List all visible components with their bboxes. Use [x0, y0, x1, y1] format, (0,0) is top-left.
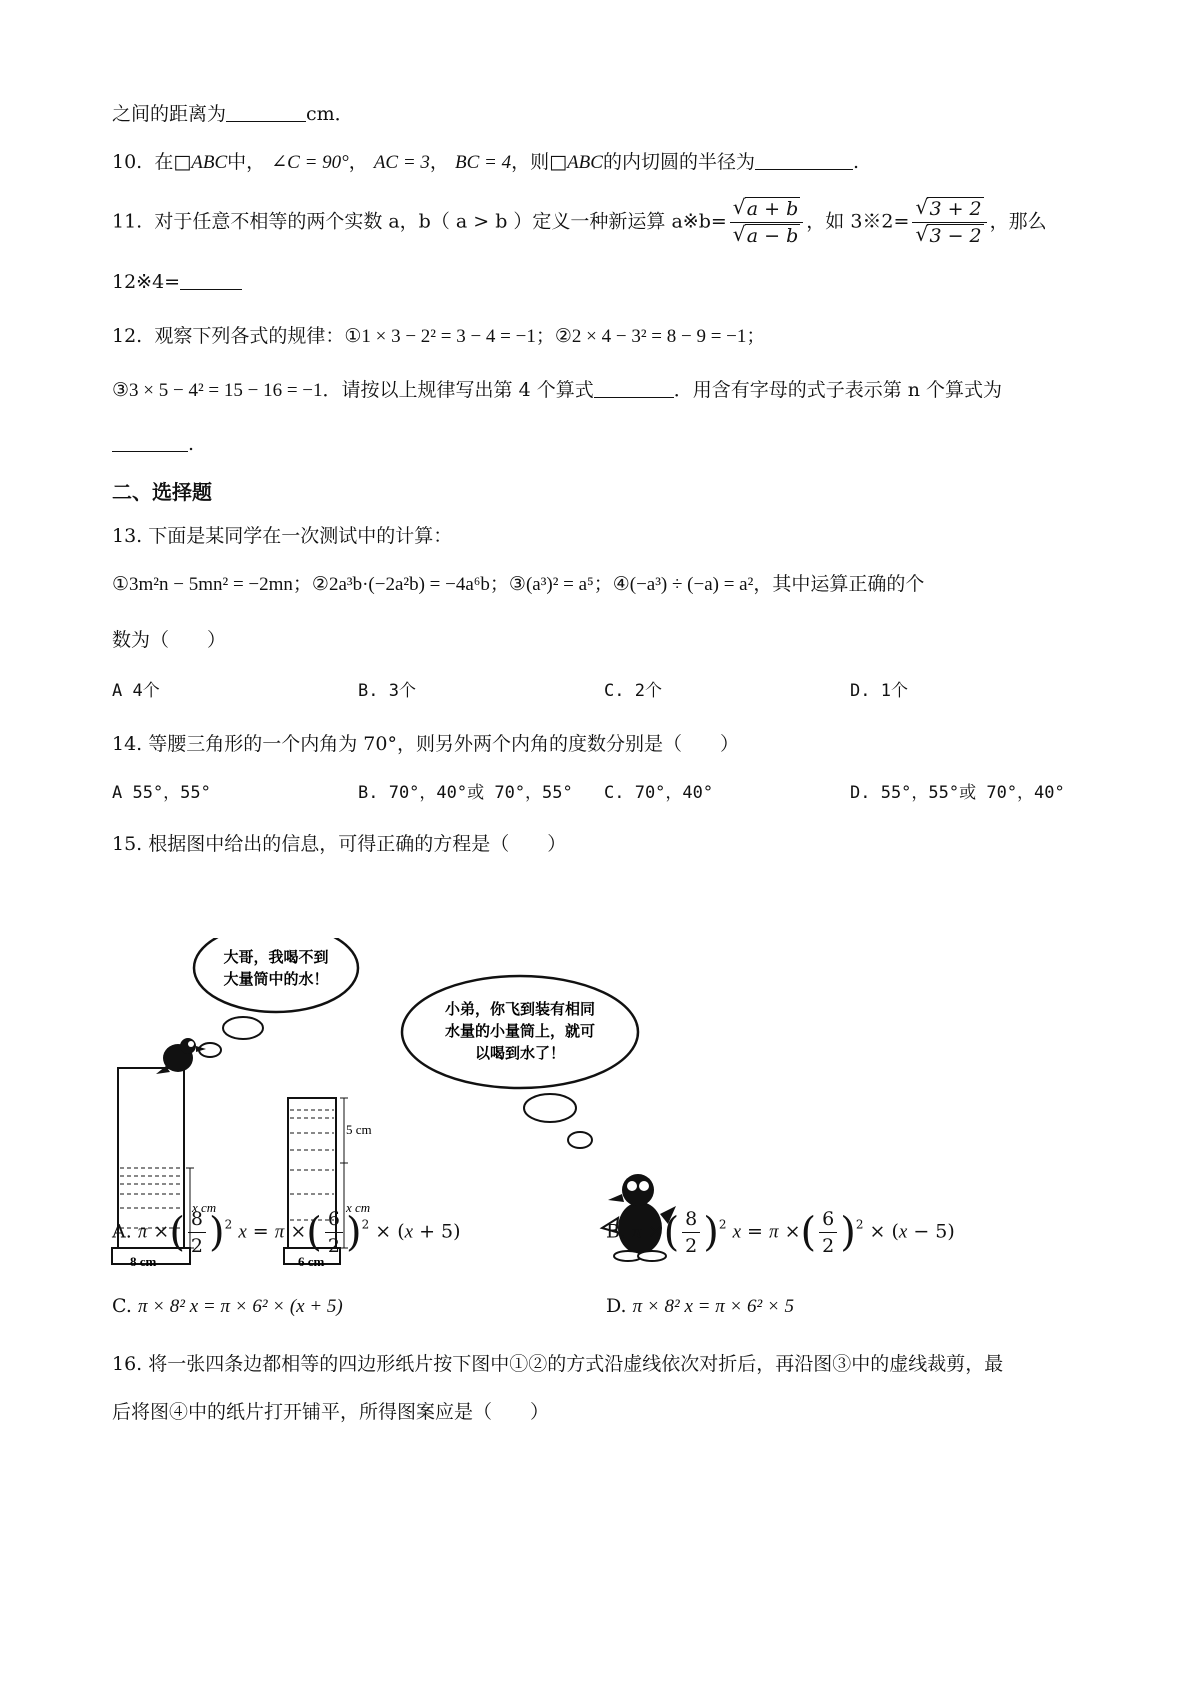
bubble2-line2: 水量的小量筒上，就可 — [444, 1022, 596, 1040]
question-14: 14. 等腰三角形的一个内角为 70°，则另外两个内角的度数分别是（ ） — [112, 733, 739, 755]
option-a[interactable]: A 4个 — [112, 681, 160, 701]
bubble2-line3: 以喝到水了！ — [474, 1044, 566, 1062]
question-16-line2: 后将图④中的纸片打开铺平，所得图案应是（ ） — [112, 1401, 550, 1423]
definition-fraction: √ a + b √ a − b — [730, 196, 804, 249]
option-b[interactable]: B. 70°，40°或 70°，55° — [358, 783, 573, 803]
label-x-left: x cm — [192, 1200, 217, 1215]
question-12-line3: . — [112, 430, 194, 458]
answer-blank[interactable] — [180, 271, 242, 290]
option-c[interactable]: C. 2个 — [604, 681, 662, 701]
question-10: 10. 在□ABC中， ∠C = 90°， AC = 3， BC = 4，则□ABC的内切圆的半径为 . — [112, 151, 860, 173]
bubble2-line1: 小弟，你飞到装有相同 — [444, 1000, 596, 1018]
q15-option-d[interactable]: D. π × 8² x = π × 6² × 5 — [606, 1295, 795, 1317]
q15-option-c[interactable]: C. π × 8² x = π × 6² × (x + 5) — [112, 1295, 343, 1317]
answer-blank[interactable] — [755, 151, 853, 170]
q9-tail: 之间的距离为 cm． — [112, 103, 354, 125]
answer-blank[interactable] — [112, 433, 188, 452]
option-c[interactable]: C. 70°，40° — [604, 783, 714, 803]
option-d[interactable]: D. 1个 — [850, 681, 908, 701]
q15-option-b[interactable]: B. π ×( $\frac{8}{2}$ )$^2$ x = π ×( $\frac{6}{2}$ )$^2$ × (x − 5) — [606, 1208, 955, 1257]
example-fraction: √ 3 + 2 √ 3 − 2 — [912, 196, 986, 249]
option-a[interactable]: A 55°，55° — [112, 783, 211, 803]
section-title: 二、选择题 — [112, 480, 212, 504]
question-12: 12. 观察下列各式的规律：①1 × 3 − 2² = 3 − 4 = −1；②2 × 4 − 3² = 8 − 9 = −1； — [112, 325, 766, 347]
answer-blank[interactable] — [594, 379, 674, 398]
label-5cm: 5 cm — [346, 1122, 372, 1137]
question-16: 16. 将一张四条边都相等的四边形纸片按下图中①②的方式沿虚线依次对折后，再沿图③中的虚线裁剪，最 — [112, 1353, 1004, 1375]
bubble1-line1: 大哥，我喝不到 — [223, 948, 329, 966]
question-15: 15. 根据图中给出的信息，可得正确的方程是（ ） — [112, 833, 567, 855]
bubble1-line2: 大量筒中的水！ — [223, 970, 329, 988]
question-11: 11. 对于任意不相等的两个实数 a，b（ a > b ）定义一种新运算 a※b= √ a + b √ a − b ，如 3※2= √ 3 + 2 √ 3 − 2 ，那么 — [112, 195, 1047, 247]
question-13-line3: 数为（ ） — [112, 629, 227, 651]
label-6cm: 6 cm — [298, 1254, 325, 1268]
question-13-exprs: ①3m²n − 5mn² = −2mn；②2a³b·(−2a²b) = −4a⁶b；③(a³)² = a⁵；④(−a³) ÷ (−a) = a²，其中运算正确的个 — [112, 573, 925, 595]
label-x-right: x cm — [346, 1200, 371, 1215]
question-13: 13. 下面是某同学在一次测试中的计算： — [112, 525, 453, 547]
answer-blank[interactable] — [226, 103, 306, 122]
question-12-line2: ③3 × 5 − 4² = 15 − 16 = −1．请按以上规律写出第 4 个算式 ．用含有字母的式子表示第 n 个算式为 — [112, 379, 1003, 401]
option-b[interactable]: B. 3个 — [358, 681, 416, 701]
question-11-line2: 12※4= — [112, 268, 242, 296]
label-8cm: 8 cm — [130, 1254, 157, 1268]
q15-option-a[interactable]: A. π ×( $\frac{8}{2}$ )$^2$ x = π ×( $\frac{6}{2}$ )$^2$ × (x + 5) — [112, 1208, 461, 1257]
option-d[interactable]: D. 55°，55°或 70°，40° — [850, 783, 1065, 803]
